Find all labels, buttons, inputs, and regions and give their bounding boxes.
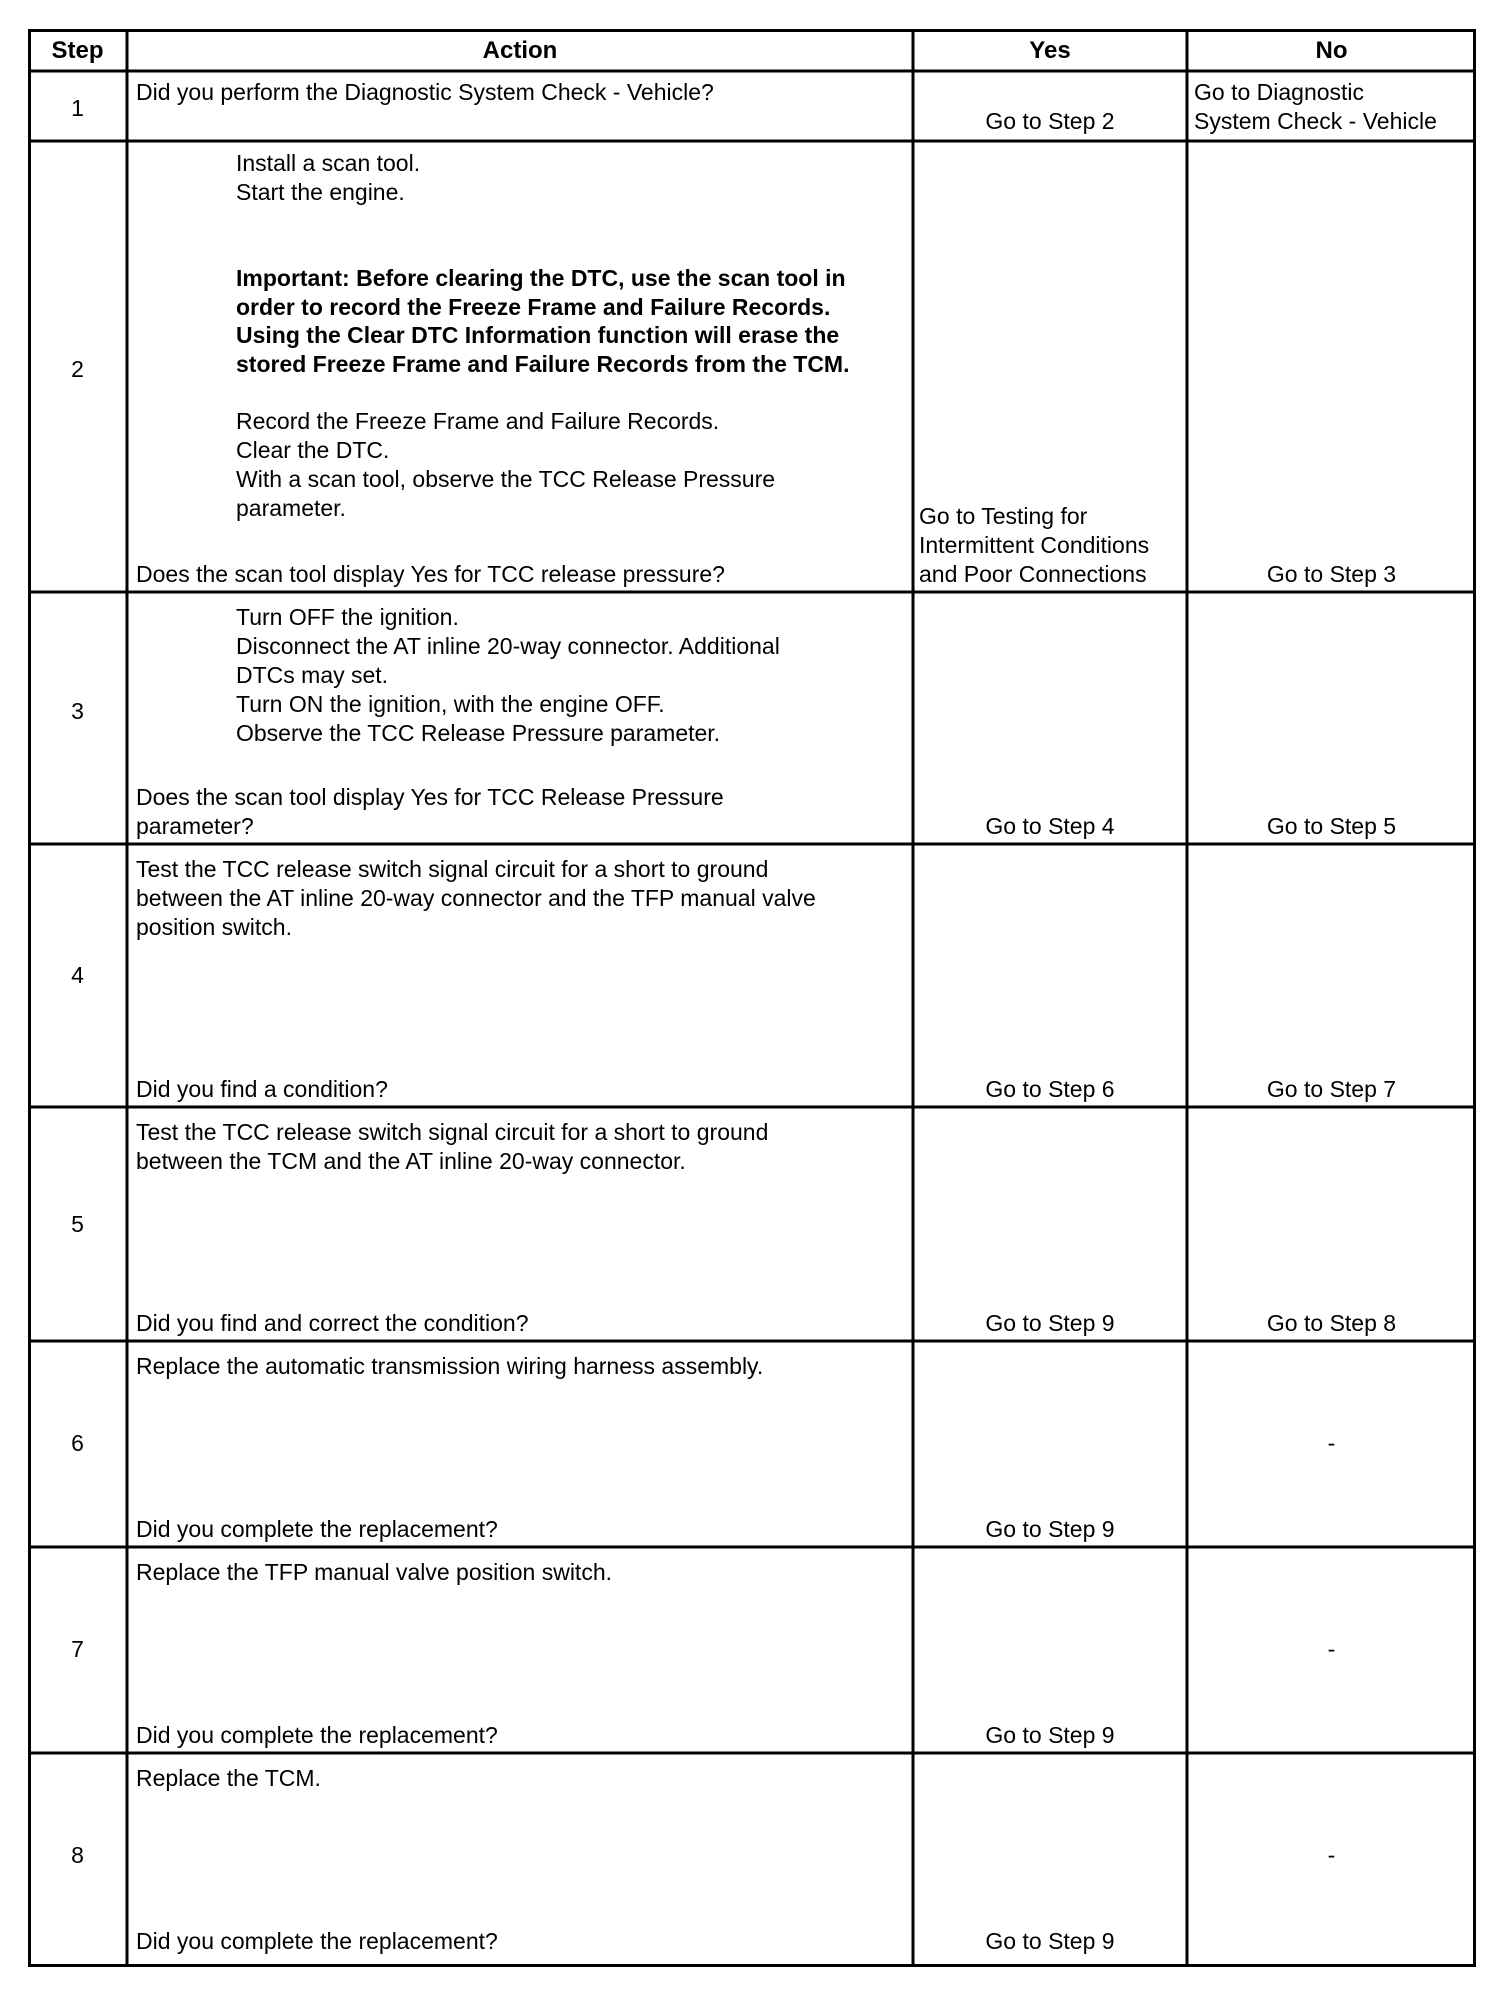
instruction-line: Disconnect the AT inline 20-way connector. Additional	[236, 633, 780, 659]
header-no: No	[1315, 37, 1348, 64]
step-question: Did you complete the replacement?	[136, 1516, 498, 1542]
no-value: -	[1327, 1842, 1336, 1868]
step-number: 3	[71, 698, 84, 724]
no-link[interactable]: Go to Step 8	[1266, 1310, 1397, 1336]
yes-link[interactable]: and Poor Connections	[919, 561, 1147, 587]
important-note: Important: Before clearing the DTC, use the scan tool in	[236, 265, 846, 291]
instruction-line: parameter.	[236, 495, 346, 521]
step-number: 1	[71, 95, 84, 121]
yes-link[interactable]: Go to Testing for	[919, 503, 1088, 529]
no-value: -	[1327, 1430, 1336, 1456]
step-number: 8	[71, 1842, 84, 1868]
step-number: 7	[71, 1636, 84, 1662]
instruction-line: Test the TCC release switch signal circuit for a short to ground	[136, 1119, 769, 1145]
header-yes: Yes	[1029, 37, 1071, 64]
yes-link[interactable]: Go to Step 9	[985, 1722, 1115, 1748]
step-question: Did you complete the replacement?	[136, 1722, 498, 1748]
step-number: 6	[71, 1430, 84, 1456]
instruction-line: Start the engine.	[236, 179, 405, 205]
step-question: Did you find and correct the condition?	[136, 1310, 529, 1336]
step-number: 4	[71, 962, 84, 988]
instruction-line: Record the Freeze Frame and Failure Records.	[236, 408, 720, 434]
header-action: Action	[482, 37, 558, 64]
no-link[interactable]: Go to Diagnostic	[1194, 79, 1365, 105]
instruction-line: Replace the automatic transmission wiring harness assembly.	[136, 1353, 764, 1379]
yes-link[interactable]: Go to Step 9	[985, 1516, 1115, 1542]
instruction-line: Turn OFF the ignition.	[236, 604, 459, 630]
no-link[interactable]: System Check - Vehicle	[1194, 108, 1437, 134]
instruction-line: Observe the TCC Release Pressure parameter.	[236, 720, 721, 746]
instruction-line: position switch.	[136, 914, 292, 940]
step-question: Did you perform the Diagnostic System Check - Vehicle?	[136, 79, 714, 105]
instruction-line: Replace the TCM.	[136, 1765, 321, 1791]
yes-link[interactable]: Go to Step 2	[985, 108, 1115, 134]
step-question: Does the scan tool display Yes for TCC release pressure?	[136, 561, 725, 587]
no-value: -	[1327, 1636, 1336, 1662]
important-note: stored Freeze Frame and Failure Records from the TCM.	[236, 351, 850, 377]
step-number: 2	[71, 356, 84, 382]
instruction-line: Clear the DTC.	[236, 437, 390, 463]
yes-link[interactable]: Go to Step 6	[985, 1076, 1115, 1102]
important-note: order to record the Freeze Frame and Failure Records.	[236, 294, 831, 320]
instruction-line: With a scan tool, observe the TCC Release Pressure	[236, 466, 776, 492]
yes-link[interactable]: Go to Step 9	[985, 1928, 1115, 1954]
yes-link[interactable]: Go to Step 9	[985, 1310, 1115, 1336]
diagnostic-table	[28, 29, 1476, 1967]
step-question: parameter?	[136, 813, 254, 839]
instruction-line: Turn ON the ignition, with the engine OFF.	[236, 691, 665, 717]
important-note: Using the Clear DTC Information function will erase the	[236, 322, 840, 348]
header-step: Step	[51, 37, 104, 64]
step-question: Did you find a condition?	[136, 1076, 388, 1102]
instruction-line: DTCs may set.	[236, 662, 389, 688]
step-number: 5	[71, 1211, 84, 1237]
no-link[interactable]: Go to Step 7	[1266, 1076, 1397, 1102]
yes-link[interactable]: Intermittent Conditions	[919, 532, 1150, 558]
no-link[interactable]: Go to Step 3	[1266, 561, 1397, 587]
instruction-line: Install a scan tool.	[236, 150, 421, 176]
instruction-line: Test the TCC release switch signal circuit for a short to ground	[136, 856, 769, 882]
instruction-line: Replace the TFP manual valve position switch.	[136, 1559, 613, 1585]
instruction-line: between the AT inline 20-way connector and the TFP manual valve	[136, 885, 816, 911]
yes-link[interactable]: Go to Step 4	[985, 813, 1115, 839]
no-link[interactable]: Go to Step 5	[1266, 813, 1397, 839]
step-question: Did you complete the replacement?	[136, 1928, 498, 1954]
step-question: Does the scan tool display Yes for TCC Release Pressure	[136, 784, 724, 810]
instruction-line: between the TCM and the AT inline 20-way connector.	[136, 1148, 686, 1174]
